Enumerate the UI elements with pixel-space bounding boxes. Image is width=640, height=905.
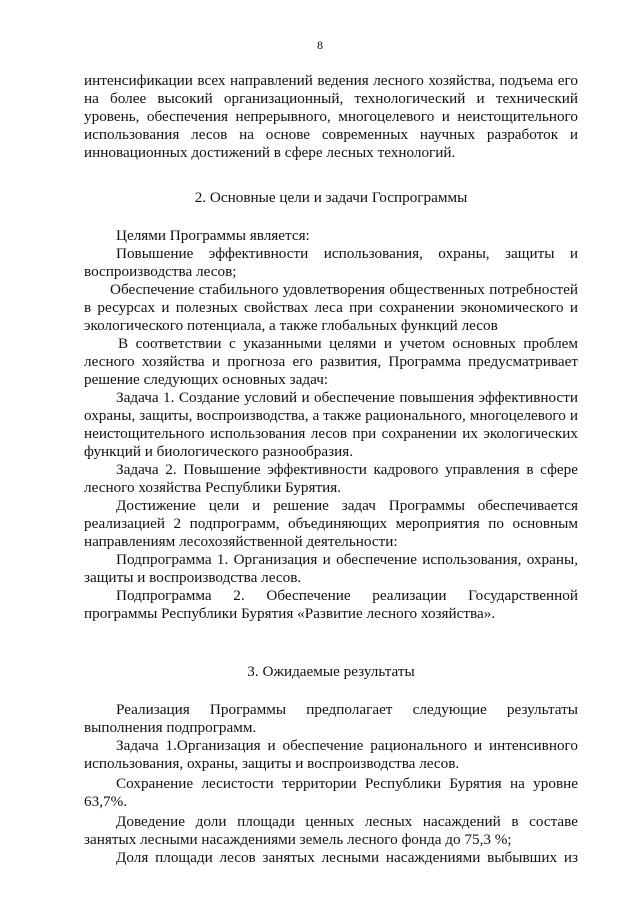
paragraph-result-valuable-share: Доведение доли площади ценных лесных насаждений в составе занятых лесными насаждениями земель лесного фонда до 75,3 %;	[84, 813, 578, 848]
paragraph-result-task-1: Задача 1.Организация и обеспечение рационального и интенсивного использования, охраны, защиты и воспроизводства лесов.	[84, 737, 578, 772]
page-number: 8	[317, 38, 323, 52]
paragraph-subprograms-lead: Достижение цели и решение задач Программы обеспечивается реализацией 2 подпрограмм, объединяющих мероприятия по основным направлениям лесохозяйственной деятельности:	[84, 497, 578, 550]
section-heading-goals: 2. Основные цели и задачи Госпрограммы	[194, 189, 468, 206]
paragraph-goal-1: Повышение эффективности использования, охраны, защиты и воспроизводства лесов;	[84, 245, 578, 280]
document-body	[84, 72, 578, 867]
paragraph-result-forest-cover: Сохранение лесистости территории Республики Бурятия на уровне 63,7%.	[84, 775, 578, 810]
paragraph-subprogram-2: Подпрограмма 2. Обеспечение реализации Государственной программы Республики Бурятия «Развитие лесного хозяйства».	[84, 587, 578, 622]
paragraph-task-1: Задача 1. Создание условий и обеспечение повышения эффективности охраны, защиты, воспроизводства, а также рационального, многоцелевого и неистощительного использования лесов при сохранении их экологических функций и биологического разнообразия.	[84, 389, 578, 460]
paragraph-goals-lead: Целями Программы является:	[116, 227, 310, 244]
paragraph-results-lead: Реализация Программы предполагает следующие результаты выполнения подпрограмм.	[84, 701, 578, 736]
paragraph-result-retired-share: Доля площади лесов занятых лесными насаждениями выбывших из	[116, 849, 578, 866]
paragraph-goal-2: Обеспечение стабильного удовлетворения общественных потребностей в ресурсах и полезных свойствах леса при сохранении экономического и экологического потенциала, а также глобальных функций лесов	[84, 281, 578, 334]
paragraph-intro: интенсификации всех направлений ведения лесного хозяйства, подъема его на более высокий организационный, технологический и технический уровень, обеспечения непрерывного, многоцелевого и неистощительного использования лесов на основе современных научных разработок и инновационных достижений в сфере лесных технологий.	[84, 72, 578, 161]
section-heading-results: 3. Ожидаемые результаты	[247, 663, 415, 680]
paragraph-task-2: Задача 2. Повышение эффективности кадрового управления в сфере лесного хозяйства Республики Бурятия.	[84, 461, 578, 496]
paragraph-subprogram-1: Подпрограмма 1. Организация и обеспечение использования, охраны, защиты и воспроизводства лесов.	[84, 551, 578, 586]
paragraph-tasks-lead: В соответствии с указанными целями и учетом основных проблем лесного хозяйства и прогноза его развития, Программа предусматривает решение следующих основных задач:	[84, 335, 578, 388]
